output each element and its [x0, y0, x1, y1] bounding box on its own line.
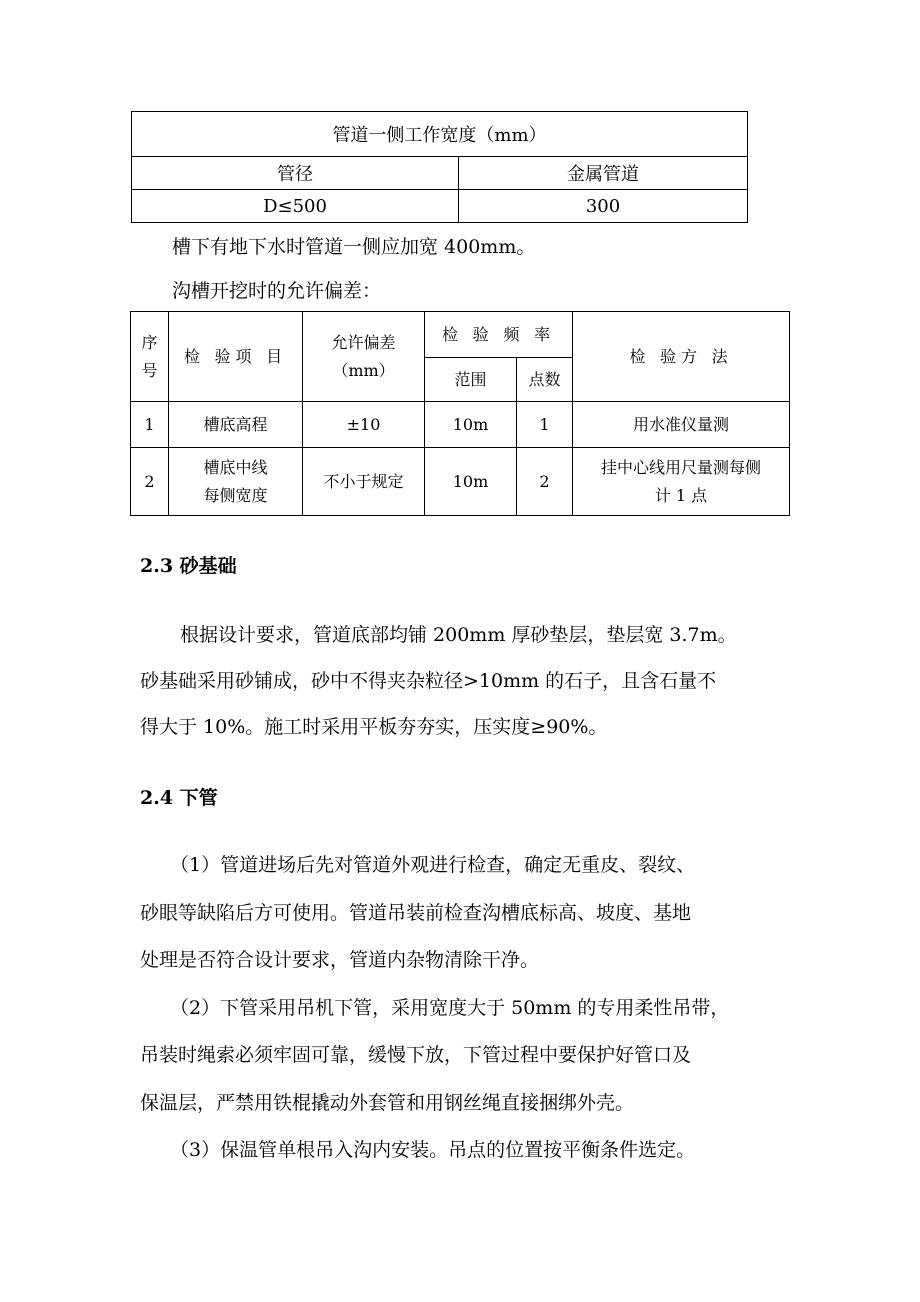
table-row — [131, 448, 790, 516]
pipe-text-line: 吊装时绳索必须牢固可靠，缓慢下放，下管过程中要保护好管口及 — [140, 1044, 692, 1066]
row-seq: 2 — [131, 448, 169, 516]
pipe-text-line: （2）下管采用吊机下管，采用宽度大于 50mm 的专用柔性吊带， — [170, 997, 730, 1019]
header-seq: 序 号 — [131, 312, 169, 402]
row-method: 用水准仪量测 — [573, 402, 790, 448]
width-table-title: 管道一侧工作宽度（mm） — [132, 112, 748, 157]
pipe-text-line: 保温层，严禁用铁棍撬动外套管和用钢丝绳直接捆绑外壳。 — [140, 1092, 635, 1114]
sand-text-line: 根据设计要求，管道底部均铺 200mm 厚砂垫层，垫层宽 3.7m。 — [180, 624, 737, 646]
allowed-deviation-table — [130, 311, 790, 516]
sand-text-line: 砂基础采用砂铺成，砂中不得夹杂粒径>10mm 的石子，且含石量不 — [140, 670, 717, 692]
section-heading-sand-foundation: 2.3 砂基础 — [140, 555, 237, 577]
header-range: 范围 — [425, 358, 517, 402]
header-frequency: 检 验 频 率 — [425, 312, 573, 358]
row-range: 10m — [425, 448, 517, 516]
pipe-text-line: （3）保温管单根吊入沟内安装。吊点的位置按平衡条件选定。 — [170, 1139, 696, 1161]
pipe-text-line: 砂眼等缺陷后方可使用。管道吊装前检查沟槽底标高、坡度、基地 — [140, 902, 692, 924]
sand-text-line: 得大于 10%。施工时采用平板夯夯实，压实度≥90%。 — [140, 716, 608, 738]
row-item: 槽底高程 — [169, 402, 303, 448]
row-points: 1 — [517, 402, 573, 448]
header-item: 检 验项 目 — [169, 312, 303, 402]
deviation-intro: 沟槽开挖时的允许偏差： — [172, 280, 382, 302]
header-metal-pipe: 金属管道 — [459, 157, 748, 190]
table-row — [131, 402, 790, 448]
cell-diameter-range: D≤500 — [132, 190, 459, 223]
row-item: 槽底中线 每侧宽度 — [169, 448, 303, 516]
header-tolerance: 允许偏差 （mm） — [303, 312, 425, 402]
row-method: 挂中心线用尺量测每侧 计 1 点 — [573, 448, 790, 516]
row-seq: 1 — [131, 402, 169, 448]
row-tolerance: 不小于规定 — [303, 448, 425, 516]
header-points: 点数 — [517, 358, 573, 402]
groundwater-note: 槽下有地下水时管道一侧应加宽 400mm。 — [172, 236, 536, 258]
header-method: 检 验方 法 — [573, 312, 790, 402]
section-heading-pipe-lowering: 2.4 下管 — [140, 787, 218, 809]
working-width-table — [131, 111, 748, 223]
row-range: 10m — [425, 402, 517, 448]
pipe-text-line: 处理是否符合设计要求，管道内杂物清除干净。 — [140, 949, 540, 971]
pipe-text-line: （1）管道进场后先对管道外观进行检查，确定无重皮、裂纹、 — [170, 854, 696, 876]
cell-width-value: 300 — [459, 190, 748, 223]
row-tolerance: ±10 — [303, 402, 425, 448]
header-pipe-diameter: 管径 — [132, 157, 459, 190]
row-points: 2 — [517, 448, 573, 516]
